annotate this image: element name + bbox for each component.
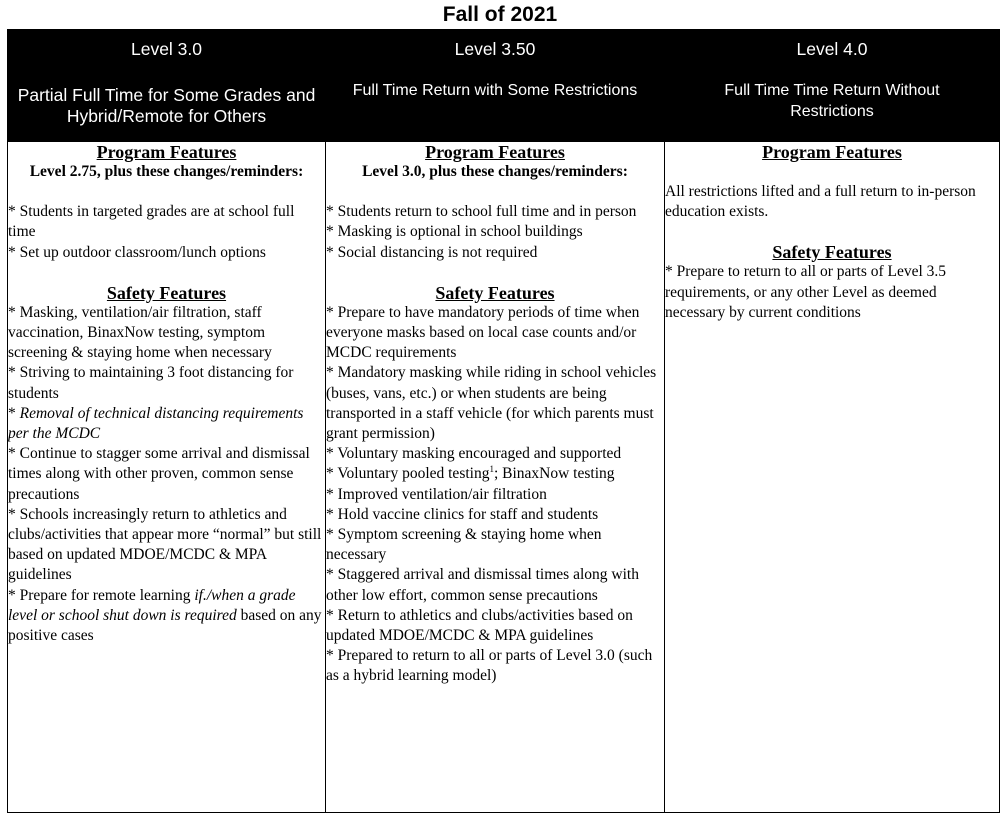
level-4-0-subtitle-text: Full Time Time Return Without Restrictions [724,82,940,120]
program-features-heading: Program Features [762,142,902,162]
safety-item: * Masking, ventilation/air filtration, staff vaccination, BinaxNow testing, symptom screening & staying home when necessary [8,303,272,362]
safety-item: * Symptom screening & staying home when necessary [326,526,602,564]
level-3-0-content [8,142,326,813]
level-header-row [8,30,1000,70]
safety-item: * Improved ventilation/air filtration [326,485,547,503]
program-features-heading: Program Features [425,142,565,162]
safety-item: * Schools increasingly return to athletics and clubs/activities that appear more “normal” but still based on updated MDOE/MCDC & MPA guidelines [8,505,322,584]
footnote-marker: 1 [489,464,494,475]
safety-item-italic: Removal of technical distancing requirements per the MCDC [8,404,304,443]
safety-features-heading: Safety Features [435,282,555,303]
safety-item [326,464,664,484]
page-title: Fall of 2021 [442,3,558,26]
level-3-50-content [326,142,665,813]
safety-item-part: * Prepare for remote learning [8,586,195,604]
program-item: * Students return to school full time and in person [326,203,637,221]
safety-item [8,586,325,647]
safety-item: * Voluntary masking encouraged and supported [326,445,622,463]
safety-item: * Continue to stagger some arrival and dismissal times along with other proven, common sense precautions [8,445,310,503]
safety-item: * Mandatory masking while riding in school vehicles (buses, vans, etc.) or when students are being transported in a staff vehicle (for which parents must grant permission) [326,364,657,443]
level-4-0-subtitle [665,70,1000,142]
safety-item: * Hold vaccine clinics for staff and students [326,505,599,523]
safety-text: * Prepare to return to all or parts of Level 3.5 requirements, or any other Level as deemed necessary by current conditions [665,263,947,321]
safety-item: * Return to athletics and clubs/activities based on updated MDOE/MCDC & MPA guidelines [326,606,633,645]
safety-item-italic: if./when a grade level or school shut down is required [8,586,296,624]
safety-item: * Removal of technical distancing requirements per the MCDC [8,404,304,443]
levels-table [7,29,1000,813]
level-3-50-subtitle: Full Time Return with Some Restrictions [326,70,665,142]
level-3-0-subtitle: Partial Full Time for Some Grades and Hybrid/Remote for Others [8,70,326,142]
safety-features-heading: Safety Features [772,242,892,263]
program-item: * Social distancing is not required [326,243,538,261]
safety-item-part: ; BinaxNow testing [493,465,615,483]
level-3-50-header: Level 3.50 [326,30,665,70]
program-item: * Masking is optional in school buildings [326,223,583,241]
program-item: * Students in targeted grades are at school full time [8,203,295,241]
safety-item: * Prepared to return to all or parts of Level 3.0 (such as a hybrid learning model) [326,647,653,685]
safety-item-part: * Voluntary pooled testing [326,465,490,483]
safety-features-heading: Safety Features [106,282,227,303]
program-item: * Set up outdoor classroom/lunch options [8,243,266,261]
level-3-0-header: Level 3.0 [8,30,326,70]
level-4-0-content [665,142,1000,813]
subtitle-row [8,70,1000,142]
program-intro: Level 3.0, plus these changes/reminders: [362,163,628,180]
safety-item: * Striving to maintaining 3 foot distancing for students [8,364,294,402]
program-features-heading: Program Features [96,142,237,162]
level-4-0-header: Level 4.0 [665,30,1000,70]
safety-item: * Prepare to have mandatory periods of time when everyone masks based on local case counts and/or MCDC requirements [326,303,640,362]
safety-item: * Staggered arrival and dismissal times along with other low effort, common sense precautions [326,566,639,604]
content-row [8,142,1000,813]
safety-item-part: based on any positive cases [8,606,322,645]
program-text: All restrictions lifted and a full return to in-person education exists. [665,183,976,221]
program-intro: Level 2.75, plus these changes/reminders: [29,163,304,180]
